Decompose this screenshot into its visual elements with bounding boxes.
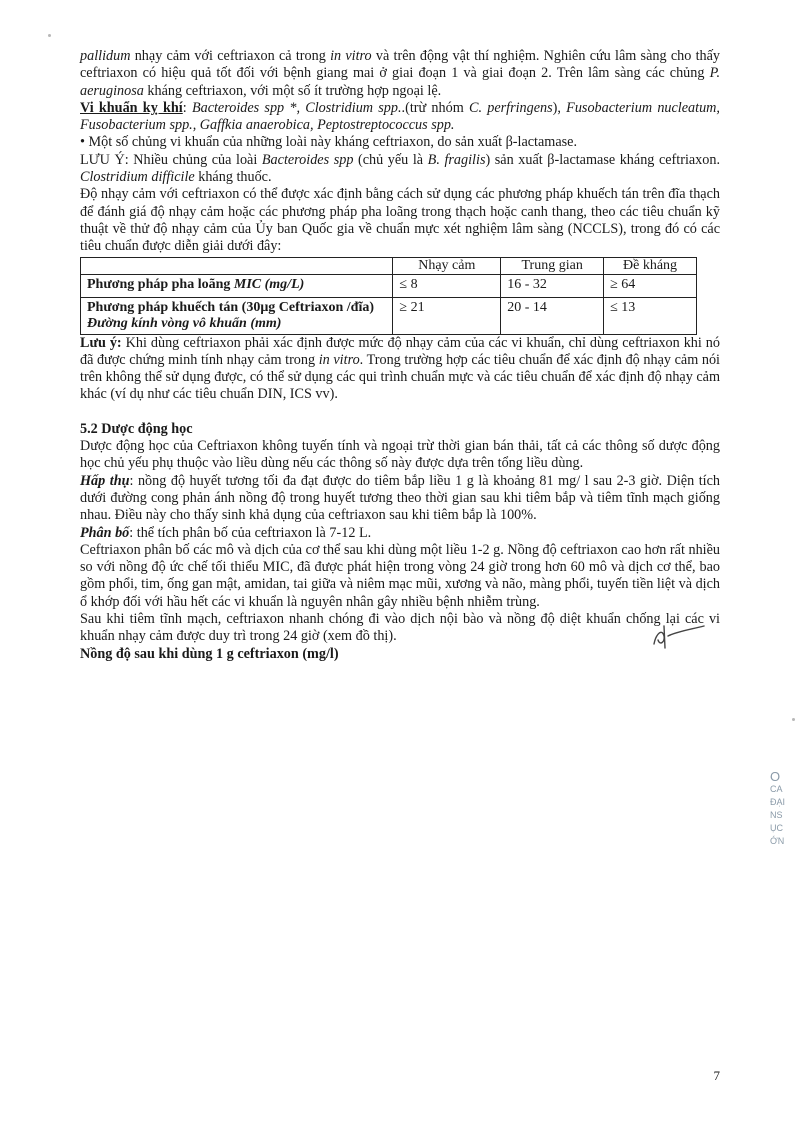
- table-cell: ≤ 13: [604, 297, 697, 334]
- scan-speck: [792, 718, 795, 721]
- table-header-row: [81, 257, 697, 275]
- concentration-heading: Nồng độ sau khi dùng 1 g ceftriaxon (mg/l): [80, 645, 339, 662]
- edge-stamp-fragment: O CA ĐẠI NS ỤC ỚN: [770, 769, 786, 846]
- handwritten-initials-icon: [648, 622, 710, 652]
- page-number: 7: [713, 1068, 720, 1083]
- table-cell: ≥ 64: [604, 275, 697, 298]
- paragraph-note: LƯU Ý: Nhiều chủng của loài Bacteroides spp (chủ yếu là B. fragilis) sản xuất β-lactamase kháng ceftriaxon. Clostridium difficile kháng thuốc.: [80, 151, 721, 186]
- table-header-cell: [81, 257, 393, 275]
- paragraph-absorption: Hấp thụ: nồng độ huyết tương tối đa đạt được do tiêm bắp liều 1 g là khoảng 81 mg/ l sau 2-3 giờ. Diện tích dưới đường cong phản ánh nồng độ trong huyết tương theo thời gian sau khi tiêm bắp và tiêm tĩnh mạch giống nhau. Điều này cho thấy sinh khả dụng của ceftriaxon sau khi tiêm bắp là 100%.: [80, 472, 720, 524]
- paragraph-susceptibility: Độ nhạy cảm với ceftriaxon có thể được xác định bằng cách sử dụng các phương pháp khuếch tán trên đĩa thạch để đánh giá độ nhạy cảm hoặc các phương pháp pha loãng trong thạch hoặc canh thang, theo các tiêu chuẩn kỹ thuật về thử độ nhạy cảm của Ủy ban Quốc gia về chuẩn mực xét nghiệm lâm sàng (NCCLS), trong đó có các tiêu chuẩn được diễn giải dưới đây:: [80, 186, 720, 255]
- paragraph-pk-intro: Dược động học của Ceftriaxon không tuyến tính và ngoại trừ thời gian bán thải, tất cả các thông số dược động học chủ yếu phụ thuộc vào liều dùng nếu các thông số này được dựa trên tổng liều dùng.: [80, 438, 720, 472]
- paragraph-tissue-distribution: Ceftriaxon phân bố các mô và dịch của cơ thể sau khi dùng một liều 1-2 g. Nồng độ ceftriaxon cao hơn rất nhiều so với nồng độ ức chế tối thiểu MIC, đã được phát hiện trong vòng 24 giờ trong hơn 60 mô và dịch cơ thể, bao gồm phổi, tim, ống gan mật, amidan, tai giữa và niêm mạc mũi, xương và não, màng phổi, tuyến tiền liệt và dịch ổ khớp đối với hầu hết các vi khuẩn là nguyên nhân gây nhiều bệnh nhiễm trùng.: [80, 541, 720, 610]
- document-body: [80, 48, 720, 663]
- paragraph-distribution: Phân bố: thể tích phân bố của ceftriaxon là 7-12 L.: [80, 524, 372, 541]
- table-cell: 20 - 14: [501, 297, 604, 334]
- table-cell: ≥ 21: [393, 297, 501, 334]
- paragraph-pallidum: pallidum nhạy cảm với ceftriaxon cả trong in vitro và trên động vật thí nghiệm. Nghiên cứu lâm sàng cho thấy ceftriaxon có hiệu quả tốt đối với bệnh giang mai ở giai đoạn 1 và giai đoạn 2. Trên lâm sàng các chủng P. aeruginosa kháng ceftriaxon, với một số ít trường hợp ngoại lệ.: [80, 48, 720, 99]
- section-heading-pharmacokinetics: 5.2 Dược động học: [80, 420, 193, 437]
- table-row: [81, 275, 697, 298]
- table-header-cell: Đề kháng: [604, 257, 697, 275]
- paragraph-beta-lactamase: • Một số chủng vi khuẩn của những loài này kháng ceftriaxon, do sản xuất β-lactamase.: [80, 134, 577, 151]
- scan-speck: [48, 34, 51, 37]
- paragraph-intravenous: Sau khi tiêm tĩnh mạch, ceftriaxon nhanh chóng đi vào dịch nội bào và nồng độ diệt khuẩn chống lại các vi khuẩn nhạy cảm được duy trì trong 24 giờ (xem đồ thị).: [80, 611, 720, 645]
- paragraph-anaerobes: Vi khuẩn kỵ khí: Bacteroides spp *, Clostridium spp..(trừ nhóm C. perfringens), Fusobacterium nucleatum, Fusobacterium spp., Gaffkia anaerobica, Peptostreptococcus spp.: [80, 99, 720, 134]
- table-row-label: Phương pháp khuếch tán (30μg Ceftriaxon /đĩa) Đường kính vòng vô khuẩn (mm): [81, 297, 393, 334]
- table-row-label: Phương pháp pha loãng MIC (mg/L): [81, 275, 393, 298]
- susceptibility-table: [80, 257, 697, 335]
- table-header-cell: Trung gian: [501, 257, 604, 275]
- table-cell: 16 - 32: [501, 275, 604, 298]
- table-row: [81, 297, 697, 334]
- paragraph-caution: Lưu ý: Khi dùng ceftriaxon phải xác định được mức độ nhạy cảm của các vi khuẩn, chỉ dùng ceftriaxon khi nó đã được chứng minh tính nhạy cảm trong in vitro. Trong trường hợp các tiêu chuẩn để xác định độ nhạy cảm nói trên không thể sử dụng được, có thể sử dụng các qui trình chuẩn mực và các tiêu chuẩn để xác định độ nhạy cảm khác (ví dụ như các tiêu chuẩn DIN, ICS vv).: [80, 334, 720, 403]
- table-cell: ≤ 8: [393, 275, 501, 298]
- table-header-cell: Nhạy cảm: [393, 257, 501, 275]
